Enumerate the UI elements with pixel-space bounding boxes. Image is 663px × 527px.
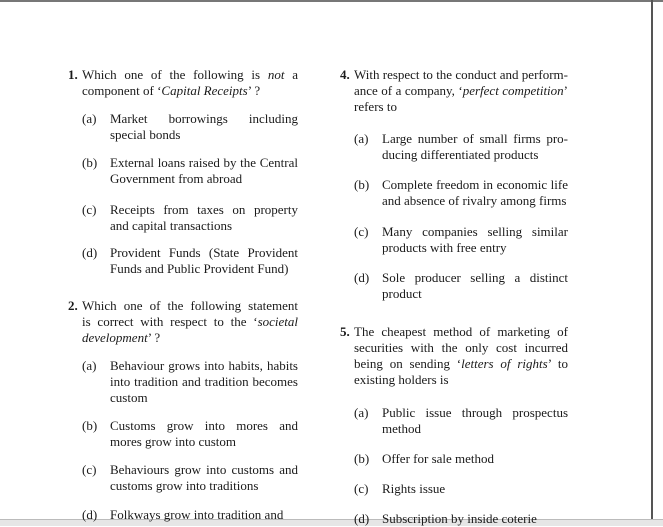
option-label: (b) <box>82 155 98 170</box>
text-line: development’ ? <box>82 330 161 345</box>
answer-option <box>82 358 298 406</box>
text-line: Market borrowings including <box>110 111 298 126</box>
answer-option <box>354 405 568 437</box>
text-line: into tradition and tradition becomes <box>110 374 298 389</box>
option-label: (c) <box>82 462 97 477</box>
question <box>340 324 568 388</box>
text-line: Public issue through prospectus <box>382 405 568 420</box>
option-label: (d) <box>354 270 370 285</box>
text-line: Large number of small firms pro- <box>382 131 568 146</box>
option-label: (d) <box>82 507 98 522</box>
text-line: existing holders is <box>354 372 449 387</box>
question-number: 1. <box>68 67 78 82</box>
text-line: Offer for sale method <box>382 451 495 466</box>
answer-option <box>354 177 568 209</box>
option-label: (c) <box>354 481 369 496</box>
answer-option <box>82 111 298 143</box>
question-number: 2. <box>68 298 78 313</box>
text-line: With respect to the conduct and perform- <box>354 67 568 82</box>
answer-option <box>82 418 298 450</box>
question <box>68 298 298 346</box>
text-line: method <box>382 421 421 436</box>
text-line: The cheapest method of marketing of <box>354 324 568 339</box>
text-line: being on sending ‘letters of rights’ to <box>354 356 568 371</box>
option-label: (d) <box>82 245 98 260</box>
question <box>340 67 568 115</box>
answer-option <box>354 131 568 163</box>
option-label: (c) <box>82 202 97 217</box>
answer-option <box>82 507 298 523</box>
text-line: Subscription by inside coterie <box>382 511 537 526</box>
text-line: Government from abroad <box>110 171 243 186</box>
question-number: 4. <box>340 67 350 82</box>
option-label: (b) <box>354 451 370 466</box>
text-line: Complete freedom in economic life <box>382 177 568 192</box>
answer-option <box>354 481 568 497</box>
text-line: Which one of the following is not a <box>82 67 298 82</box>
option-label: (a) <box>82 111 97 126</box>
page-top-border <box>0 0 663 2</box>
option-label: (a) <box>354 405 369 420</box>
option-label: (b) <box>82 418 98 433</box>
option-label: (b) <box>354 177 370 192</box>
answer-option <box>354 270 568 302</box>
text-line: Folkways grow into tradition and <box>110 507 284 522</box>
text-line: component of ‘Capital Receipts’ ? <box>82 83 261 98</box>
text-line: External loans raised by the Central <box>110 155 298 170</box>
answer-option <box>82 202 298 234</box>
text-line: and absence of rivalry among firms <box>382 193 567 208</box>
answer-option <box>82 245 298 277</box>
text-line: Funds and Public Provident Fund) <box>110 261 289 276</box>
text-line: products with free entry <box>382 240 507 255</box>
text-line: Provident Funds (State Provident <box>110 245 298 260</box>
text-line: ance of a company, ‘perfect competition’ <box>354 83 569 98</box>
text-line: Behaviours grow into customs and <box>110 462 298 477</box>
text-line: Rights issue <box>382 481 446 496</box>
text-line: custom <box>110 390 148 405</box>
text-line: Receipts from taxes on property <box>110 202 298 217</box>
text-line: product <box>382 286 422 301</box>
question <box>68 67 298 99</box>
option-label: (a) <box>354 131 369 146</box>
answer-option <box>82 155 298 187</box>
text-line: securities with the only cost incurred <box>354 340 568 355</box>
text-line: mores grow into custom <box>110 434 237 449</box>
text-line: Which one of the following statement <box>82 298 298 313</box>
option-label: (d) <box>354 511 370 526</box>
answer-option <box>354 224 568 256</box>
option-label: (c) <box>354 224 369 239</box>
text-line: Sole producer selling a distinct <box>382 270 568 285</box>
question-number: 5. <box>340 324 350 339</box>
text-line: Many companies selling similar <box>382 224 568 239</box>
text-line: Customs grow into mores and <box>110 418 298 433</box>
text-line: special bonds <box>110 127 181 142</box>
text-line: refers to <box>354 99 397 114</box>
answer-option <box>354 451 568 467</box>
text-line: is correct with respect to the ‘societal <box>82 314 298 329</box>
text-line: customs grow into traditions <box>110 478 259 493</box>
answer-option <box>82 462 298 494</box>
text-line: and capital transactions <box>110 218 233 233</box>
text-line: Behaviour grows into habits, habits <box>110 358 298 373</box>
option-label: (a) <box>82 358 97 373</box>
page-right-border <box>651 0 653 519</box>
text-line: ducing differentiated products <box>382 147 539 162</box>
